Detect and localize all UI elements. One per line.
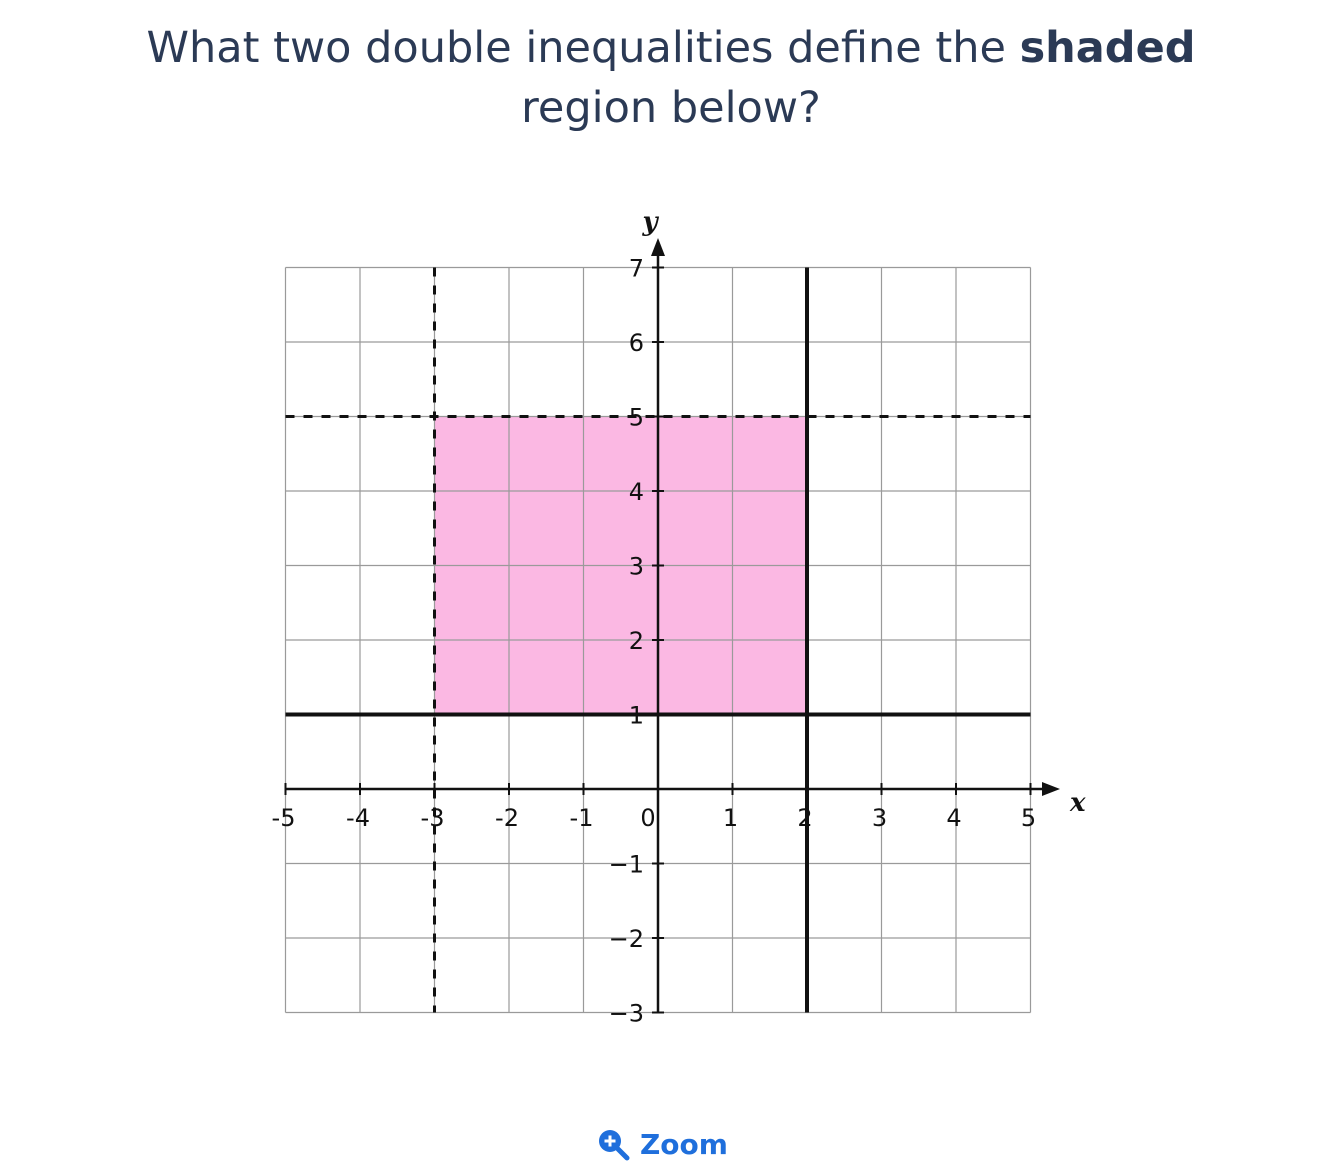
x-tick-label: 1 (722, 804, 739, 832)
question-part-1: What two double inequalities define the (146, 23, 1020, 73)
y-tick-label: −1 (608, 850, 644, 879)
y-tick-label: 6 (628, 329, 644, 357)
x-tick-label: -3 (420, 804, 445, 832)
y-tick-label: 7 (628, 254, 644, 283)
x-tick-label: 5 (1020, 804, 1037, 832)
zoom-in-icon (596, 1127, 630, 1161)
question-emphasis: shaded (1019, 23, 1196, 73)
x-tick-label: 3 (871, 804, 888, 832)
y-tick-label: −2 (608, 925, 644, 953)
y-axis-label: y (642, 207, 658, 237)
x-tick-label: 0 (640, 804, 656, 832)
x-tick-label: 2 (797, 804, 813, 832)
y-tick-label: −3 (608, 999, 644, 1028)
zoom-label: Zoom (640, 1127, 728, 1161)
y-tick-label: 2 (628, 627, 644, 655)
y-tick-label: 1 (628, 701, 644, 730)
x-axis-label: x (1070, 788, 1086, 818)
question-part-2: region below? (521, 83, 821, 133)
y-tick-label: 3 (628, 552, 644, 581)
x-axis-arrow (1042, 782, 1060, 796)
x-tick-label: -4 (346, 804, 370, 832)
y-tick-label: 5 (628, 403, 644, 432)
x-tick-label: 4 (946, 804, 962, 832)
x-tick-label: -5 (271, 804, 296, 832)
x-tick-label: -1 (569, 804, 594, 832)
y-axis-arrow (651, 238, 665, 256)
zoom-button[interactable] (596, 1124, 728, 1164)
y-tick-label: 4 (628, 478, 644, 506)
x-tick-label: -2 (495, 804, 519, 832)
